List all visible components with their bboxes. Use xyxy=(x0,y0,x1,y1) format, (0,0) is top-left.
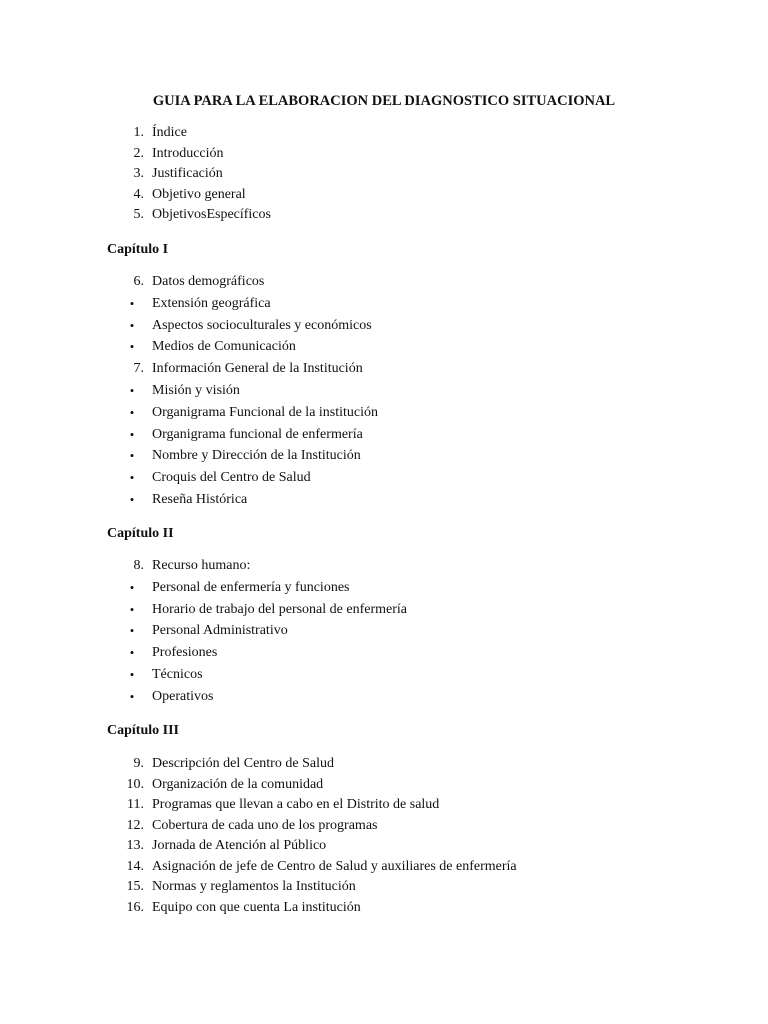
list-item-text: Recurso humano: xyxy=(152,558,251,573)
list-item xyxy=(0,337,768,359)
list-item-text: Índice xyxy=(152,125,187,140)
list-item xyxy=(0,185,768,206)
list-item-text: Introducción xyxy=(152,145,224,161)
bullet-marker: • xyxy=(129,295,135,311)
list-item-text: Equipo con que cuenta La institución xyxy=(152,899,361,915)
list-item xyxy=(0,687,768,709)
bullet-marker: • xyxy=(129,382,135,398)
list-item xyxy=(0,754,768,775)
list-item xyxy=(0,381,768,403)
list-number: 12. xyxy=(126,817,144,833)
list-item xyxy=(0,643,768,665)
list-item-text: Cobertura de cada uno de los programas xyxy=(152,817,378,833)
list-item xyxy=(0,857,768,878)
document-title: GUIA PARA LA ELABORACION DEL DIAGNOSTICO SITUACIONAL xyxy=(152,93,616,109)
list-item xyxy=(0,425,768,447)
list-item-text: Asignación de jefe de Centro de Salud y auxiliares de enfermería xyxy=(152,858,517,874)
list-number: 8. xyxy=(133,558,144,573)
list-number: 2. xyxy=(133,145,144,161)
list-number: 13. xyxy=(126,838,144,853)
bullet-marker: • xyxy=(129,491,135,507)
bullet-marker: • xyxy=(129,623,135,639)
list-item-text: Misión y visión xyxy=(152,382,240,398)
list-item xyxy=(0,294,768,316)
list-item-text: Normas y reglamentos la Institución xyxy=(152,879,356,894)
list-item xyxy=(0,446,768,468)
list-item-text: Organigrama Funcional de la institución xyxy=(152,404,379,420)
chapter-2-heading: Capítulo II xyxy=(107,526,174,541)
list-item-text: Croquis del Centro de Salud xyxy=(152,470,311,486)
list-item xyxy=(0,123,768,144)
list-item xyxy=(0,164,768,185)
intro-list xyxy=(0,123,768,226)
list-item xyxy=(0,359,768,381)
list-item-text: Reseña Histórica xyxy=(152,491,248,507)
list-item xyxy=(0,490,768,512)
list-number: 3. xyxy=(133,166,144,181)
list-number: 10. xyxy=(126,776,144,792)
list-item-text: Organigrama funcional de enfermería xyxy=(152,426,363,442)
chapter-2-list xyxy=(0,556,768,709)
bullet-marker: • xyxy=(129,470,135,486)
list-number: 6. xyxy=(133,274,144,289)
list-number: 11. xyxy=(127,797,144,812)
list-item-text: Jornada de Atención al Público xyxy=(152,838,327,853)
list-item xyxy=(0,621,768,643)
list-item xyxy=(0,272,768,294)
list-item-text: Justificación xyxy=(152,166,223,181)
list-item xyxy=(0,877,768,898)
list-number: 7. xyxy=(133,361,144,377)
list-number: 5. xyxy=(133,207,144,222)
list-item xyxy=(0,578,768,600)
list-item-text: Descripción del Centro de Salud xyxy=(152,756,334,771)
list-item-text: Programas que llevan a cabo en el Distrito de salud xyxy=(152,797,440,812)
chapter-1-list xyxy=(0,272,768,512)
bullet-marker: • xyxy=(129,645,135,661)
list-item-text: Personal de enfermería y funciones xyxy=(152,579,350,595)
bullet-marker: • xyxy=(129,448,135,464)
bullet-marker: • xyxy=(129,688,135,704)
list-item-text: ObjetivosEspecíficos xyxy=(152,207,271,222)
list-item xyxy=(0,316,768,338)
list-item xyxy=(0,556,768,578)
list-item xyxy=(0,836,768,857)
list-item xyxy=(0,665,768,687)
list-item xyxy=(0,816,768,837)
list-item-text: Medios de Comunicación xyxy=(152,339,296,355)
list-item xyxy=(0,775,768,796)
list-item-text: Técnicos xyxy=(152,666,203,682)
list-number: 16. xyxy=(126,899,144,915)
list-item-text: Horario de trabajo del personal de enfermería xyxy=(152,601,407,617)
chapter-3-heading: Capítulo III xyxy=(107,723,179,738)
bullet-marker: • xyxy=(129,601,135,617)
list-number: 14. xyxy=(126,858,144,874)
bullet-marker: • xyxy=(129,666,135,682)
list-number: 1. xyxy=(133,125,144,140)
list-item-text: Profesiones xyxy=(152,645,218,661)
bullet-marker: • xyxy=(129,426,135,442)
list-item xyxy=(0,898,768,919)
list-number: 9. xyxy=(133,756,144,771)
list-item xyxy=(0,600,768,622)
list-item-text: Información General de la Institución xyxy=(152,361,363,377)
list-number: 4. xyxy=(133,186,144,202)
list-item-text: Nombre y Dirección de la Institución xyxy=(152,448,361,464)
list-item-text: Datos demográficos xyxy=(152,274,265,289)
list-item-text: Extensión geográfica xyxy=(152,295,271,311)
list-item-text: Aspectos socioculturales y económicos xyxy=(152,317,372,333)
bullet-marker: • xyxy=(129,317,135,333)
chapter-3-list xyxy=(0,754,768,918)
list-item-text: Objetivo general xyxy=(152,186,246,202)
list-number: 15. xyxy=(126,879,144,894)
list-item-text: Organización de la comunidad xyxy=(152,776,324,792)
bullet-marker: • xyxy=(129,579,135,595)
list-item xyxy=(0,403,768,425)
list-item xyxy=(0,144,768,165)
list-item xyxy=(0,205,768,226)
chapter-1-heading: Capítulo I xyxy=(107,242,169,257)
list-item-text: Operativos xyxy=(152,688,214,704)
list-item-text: Personal Administrativo xyxy=(152,623,288,639)
list-item xyxy=(0,468,768,490)
list-item xyxy=(0,795,768,816)
bullet-marker: • xyxy=(129,404,135,420)
bullet-marker: • xyxy=(129,339,135,355)
